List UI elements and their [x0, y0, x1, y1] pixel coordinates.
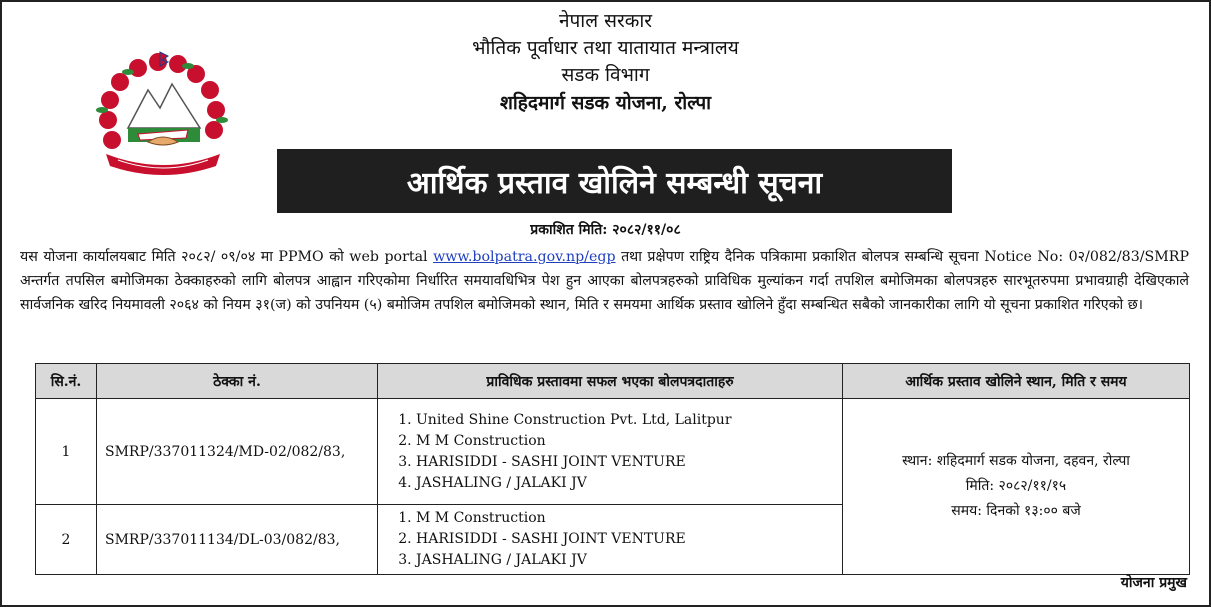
department-name: सडक विभाग: [561, 64, 650, 86]
bidder-item: 2. HARISIDDI - SASHI JOINT VENTURE: [416, 529, 834, 550]
project-name: शहिदमार्ग सडक योजना, रोल्पा: [499, 92, 712, 114]
opening-date: मिति: २०८२/११/१५: [965, 478, 1067, 494]
opening-details: [843, 399, 1190, 575]
signature-title: योजना प्रमुख: [1120, 575, 1187, 591]
bidder-item: 2. M M Construction: [416, 431, 834, 452]
row-bidders: [378, 399, 843, 505]
header-bidders: प्राविधिक प्रस्तावमा सफल भएका बोलपत्रदाताहरु: [378, 364, 843, 399]
ministry-name: भौतिक पूर्वाधार तथा यातायात मन्त्रालय: [472, 37, 739, 59]
notice-body-part1: यस योजना कार्यालयबाट मिति २०८२/ ०९/०४ मा PPMO को web portal: [20, 249, 434, 265]
published-date: प्रकाशित मिति: २०८२/११/०८: [530, 222, 681, 238]
row-contract-no: SMRP/337011134/DL-03/082/83,: [97, 505, 378, 575]
header-contract-no: ठेक्का नं.: [97, 364, 378, 399]
office-header: [2, 8, 1209, 117]
notice-body-part2: तथा प्रक्षेपण राष्ट्रिय दैनिक पत्रिकामा प्रकाशित बोलपत्र सम्बन्धि सूचना Notice No: 0२/082/83/SMRP अन्तर्गत तपसिल बमोजिमका ठेक्काहरुको लागि बोलपत्र आह्वान गरिएकोमा निर्धारित समयावधिभित्र पेश हुन आएका बोलपत्रहरुको प्राविधिक मुल्यांकन गर्दा तपशिल बमोजिमका बोलपत्रहरु सारभूतरुपमा प्रभावग्राही देखिएकाले सार्वजनिक खरिद नियमावली २०६४ को नियम ३१(ज) को उपनियम (५) बमोजिम तपशिल बमोजिमको स्थान, मिति र समयमा आर्थिक प्रस्ताव खोलिने हुँदा सम्बन्धित सबैको जानकारीका लागि यो सूचना प्रकाशित गरिएको छ।: [20, 249, 1189, 313]
government-name: नेपाल सरकार: [558, 10, 653, 32]
bidder-item: 1. M M Construction: [416, 508, 834, 529]
bidder-item: 1. United Shine Construction Pvt. Ltd, Lalitpur: [416, 410, 834, 431]
bidder-item: 3. JASHALING / JALAKI JV: [416, 550, 834, 571]
row-contract-no: SMRP/337011324/MD-02/082/83,: [97, 399, 378, 505]
row-serial: 2: [36, 505, 97, 575]
tender-table: [35, 363, 1190, 575]
notice-title-banner: [277, 149, 952, 213]
notice-title: आर्थिक प्रस्ताव खोलिने सम्बन्धी सूचना: [406, 165, 823, 201]
header-serial: सि.नं.: [36, 364, 97, 399]
notice-body: [20, 245, 1189, 317]
egp-portal-link[interactable]: www.bolpatra.gov.np/egp: [433, 249, 616, 265]
header-opening-details: आर्थिक प्रस्ताव खोलिने स्थान, मिति र समय: [843, 364, 1190, 399]
row-serial: 1: [36, 399, 97, 505]
table-row: [36, 399, 1190, 505]
opening-time: समय: दिनको १३:०० बजे: [951, 503, 1081, 519]
opening-place: स्थान: शहिदमार्ग सडक योजना, दहवन, रोल्पा: [902, 453, 1130, 469]
row-bidders: [378, 505, 843, 575]
bidder-item: 3. HARISIDDI - SASHI JOINT VENTURE: [416, 452, 834, 473]
table-header-row: [36, 364, 1190, 399]
bidder-item: 4. JASHALING / JALAKI JV: [416, 473, 834, 494]
